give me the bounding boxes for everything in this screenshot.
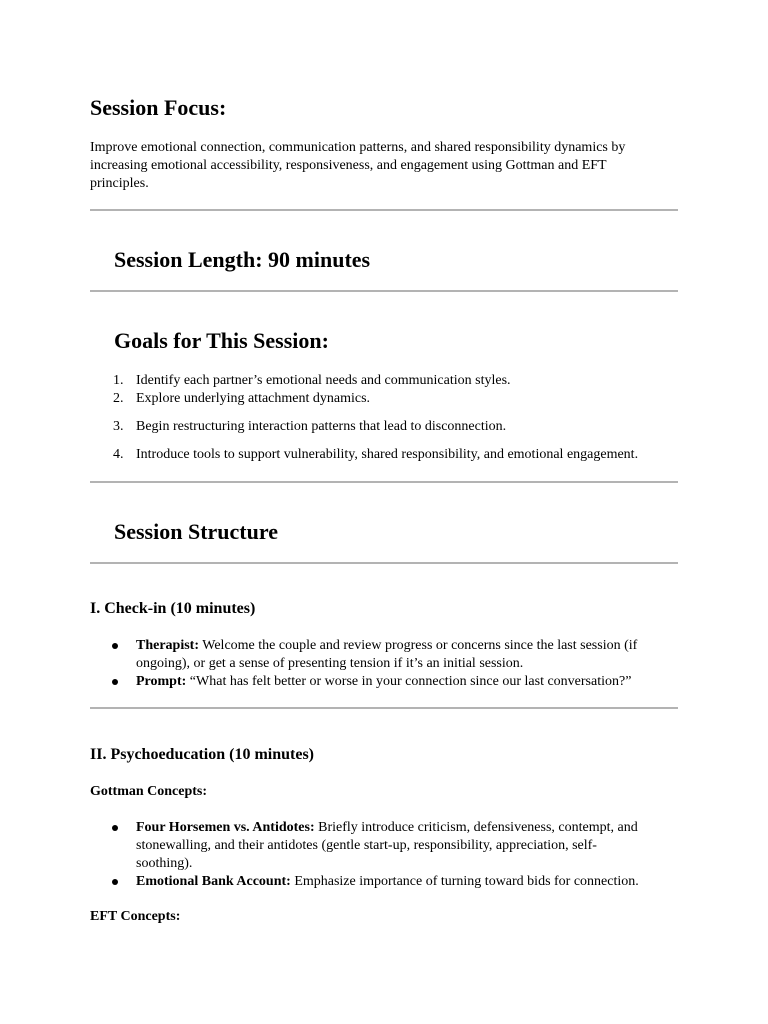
- section-divider: [90, 209, 678, 211]
- bank-text: Emphasize importance of turning toward bids for connection.: [290, 874, 639, 889]
- horsemen-label: Four Horsemen vs. Antidotes:: [136, 820, 315, 835]
- section-divider: [90, 481, 678, 483]
- bullet-icon: [112, 643, 118, 649]
- psychoeducation-heading: II. Psychoeducation (10 minutes): [90, 746, 315, 763]
- session-focus-text-line-2: increasing emotional accessibility, responsiveness, and engagement using Gottman and EFT: [90, 158, 607, 173]
- checkin-therapist-line-2: ongoing), or get a sense of presenting tension if it’s an initial session.: [136, 656, 524, 671]
- checkin-prompt: [136, 673, 631, 691]
- therapist-label: Therapist:: [136, 638, 199, 653]
- horsemen-line-1: [136, 819, 638, 837]
- horsemen-line-3: soothing).: [136, 856, 193, 871]
- bullet-icon: [112, 825, 118, 831]
- bullet-icon: [112, 679, 118, 685]
- prompt-text: “What has felt better or worse in your connection since our last conversation?”: [186, 674, 632, 689]
- gottman-concepts-heading: Gottman Concepts:: [90, 784, 208, 799]
- horsemen-text: Briefly introduce criticism, defensiveness, contempt, and: [314, 820, 638, 835]
- goals-heading: Goals for This Session:: [114, 328, 329, 353]
- emotional-bank-account: [136, 873, 639, 891]
- goal-item: Identify each partner’s emotional needs and communication styles.: [136, 373, 511, 388]
- session-length-heading: Session Length: 90 minutes: [114, 247, 371, 272]
- checkin-heading: I. Check-in (10 minutes): [90, 600, 256, 617]
- eft-concepts-heading: EFT Concepts:: [90, 909, 181, 924]
- section-divider: [90, 562, 678, 564]
- goal-number: 1.: [113, 373, 124, 388]
- goal-item: Introduce tools to support vulnerability, shared responsibility, and emotional engagement.: [136, 447, 639, 462]
- goal-number: 3.: [113, 419, 124, 434]
- session-focus-text-line-3: principles.: [90, 176, 149, 191]
- horsemen-line-2: stonewalling, and their antidotes (gentle start-up, responsibility, appreciation, self-: [136, 838, 597, 853]
- therapist-text: Welcome the couple and review progress or concerns since the last session (if: [199, 638, 638, 653]
- section-divider: [90, 707, 678, 709]
- bullet-icon: [112, 879, 118, 885]
- goal-item: Explore underlying attachment dynamics.: [136, 391, 371, 406]
- prompt-label: Prompt:: [136, 674, 187, 689]
- session-structure-heading: Session Structure: [114, 519, 278, 544]
- goal-number: 2.: [113, 391, 124, 406]
- session-focus-heading: Session Focus:: [90, 95, 227, 120]
- checkin-therapist-line-1: [136, 637, 637, 655]
- bank-label: Emotional Bank Account:: [136, 874, 291, 889]
- section-divider: [90, 290, 678, 292]
- goal-item: Begin restructuring interaction patterns that lead to disconnection.: [136, 419, 507, 434]
- goal-number: 4.: [113, 447, 124, 462]
- session-focus-text-line-1: Improve emotional connection, communication patterns, and shared responsibility dynamics by: [90, 140, 626, 155]
